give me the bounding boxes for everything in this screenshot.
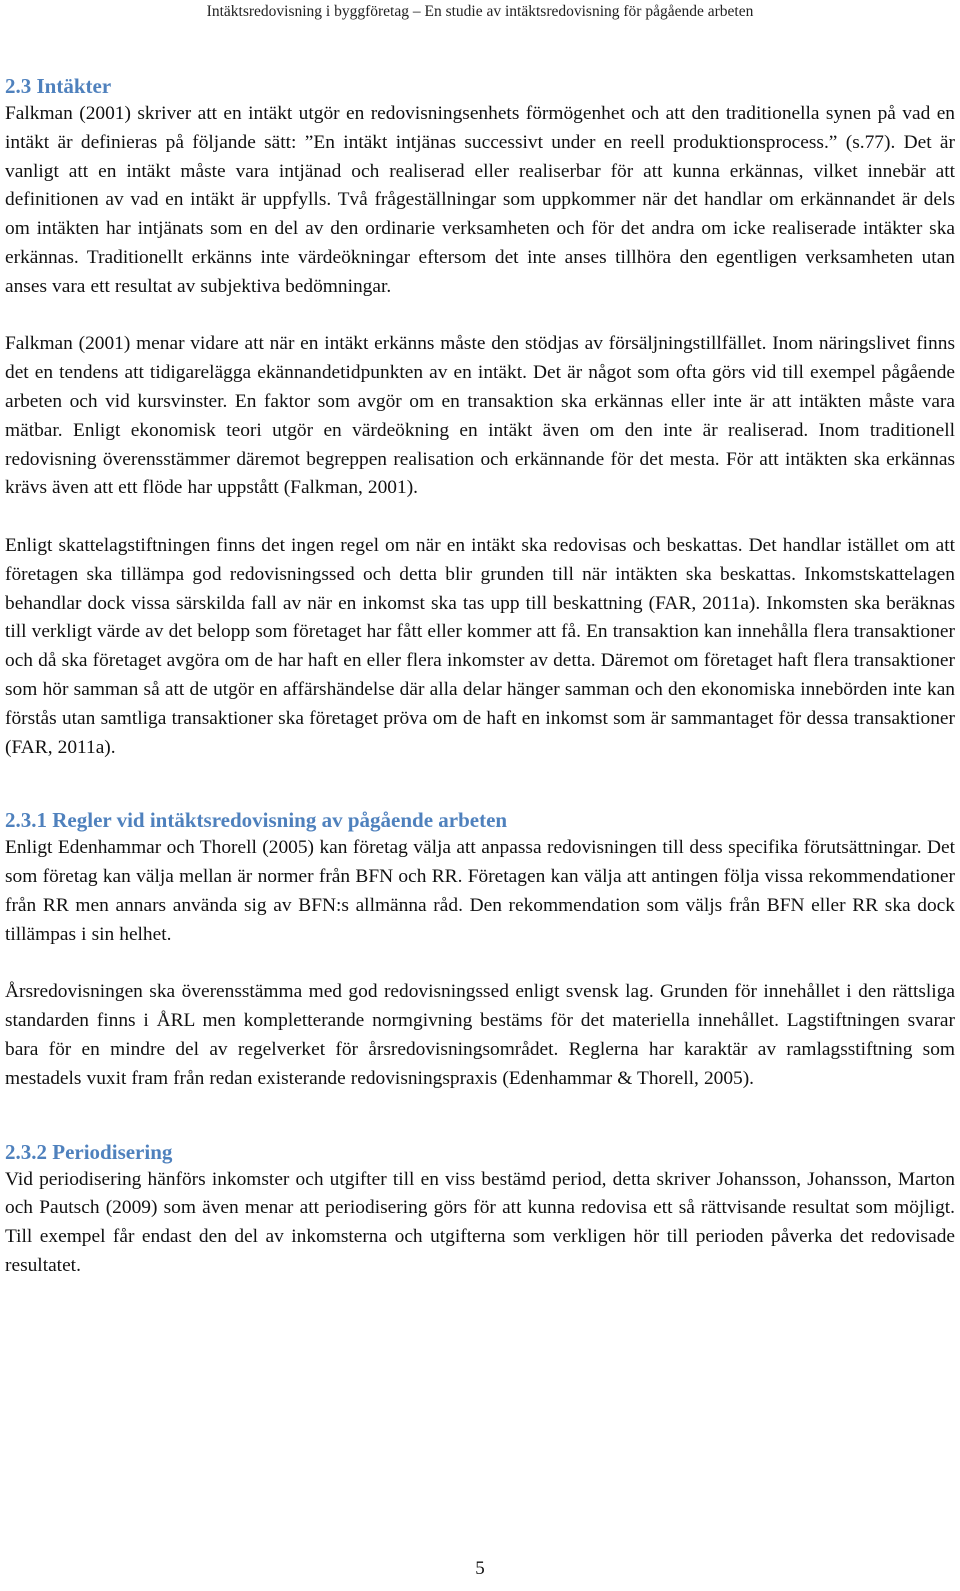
subsection-heading: 2.3.2 Periodisering xyxy=(5,1139,173,1164)
subsection-heading: 2.3.1 Regler vid intäktsredovisning av pågående arbeten xyxy=(5,808,508,833)
running-header: Intäktsredovisning i byggföretag – En studie av intäktsredovisning för pågående arbeten xyxy=(206,3,754,20)
paragraph: Årsredovisningen ska överensstämma med god redovisningssed enligt svensk lag. Grunden för innehållet i den rättsliga standarden finns i ÅRL men kompletterande normgivning bestäms för det materiella innehållet. Lagstiftningen svarar bara för en mindre del av regelverket för årsredovisningsområdet. Reglerna har karaktär av ramlagsstiftning som mestadels vuxit fram från redan existerande redovisningspraxis (Edenhammar & Thorell, 2005). xyxy=(5,981,955,1089)
page-content xyxy=(5,72,955,1281)
paragraph: Enligt skattelagstiftningen finns det ingen regel om när en intäkt ska redovisas och beskattas. Det handlar istället om att företagen ska tillämpa god redovisningssed och detta blir grunden till när intäkten ska beskattas. Inkomstskattelagen behandlar dock vissa särskilda fall av när en inkomst ska tas upp till beskattning (FAR, 2011a). Inkomsten ska beräknas till verkligt värde av det belopp som företaget har fått eller kommer att få. En transaktion kan innehålla flera transaktioner och då ska företaget avgöra om de har haft en eller flera inkomster av detta. Däremot om företaget haft flera transaktioner som hör samman så att de utgör en affärshändelse där alla delar hänger samman och den ekonomiska innebörden inte kan förstås utan samtliga transaktioner ska företaget pröva om de haft en inkomst som är sammantaget för dessa transaktioner (FAR, 2011a). xyxy=(5,534,955,758)
paragraph: Falkman (2001) skriver att en intäkt utgör en redovisningsenhets förmögenhet och att den traditionella synen på vad en intäkt är definieras på följande sätt: ”En intäkt intjänas successivt under en reell produktionsprocess.” (s.77). Det är vanligt att en intäkt måste vara intjänad och realiserad eller realiserbar för att kunna erkännas, vilket innebär att definitionen av vad en intäkt är uppfylls. Två frågeställningar som uppkommer när det handlar om erkännandet är dels om intäkten har intjänats som en del av den ordinarie verksamheten och för det andra om icke realiserade intäkter ska erkännas. Traditionellt erkänns inte värdeökningar eftersom det inte anses tillhöra den egentligen verksamheten utan anses vara ett resultat av subjektiva bedömningar. xyxy=(5,103,955,297)
section-heading: 2.3 Intäkter xyxy=(5,74,112,98)
paragraph: Vid periodisering hänförs inkomster och utgifter till en viss bestämd period, detta skriver Johansson, Johansson, Marton och Pautsch (2009) som även menar att periodisering görs för att kunna redovisa ett så rättvisande resultat som möjligt. Till exempel får endast den del av inkomsterna och utgifterna som verkligen hör till perioden påverka det redovisade resultatet. xyxy=(5,1168,955,1276)
paragraph: Falkman (2001) menar vidare att när en intäkt erkänns måste den stödjas av försäljningstillfället. Inom näringslivet finns det en tendens att tidigarelägga ekännandetidpunkten av en intäkt. Det är något som ofta görs vid till exempel pågående arbeten och vid kursvinster. En faktor som avgör om en transaktion ska erkännas eller inte är att intäkten måste vara mätbar. Enligt ekonomisk teori utgör en värdeökning en intäkt även om den inte är realiserad. Inom traditionell redovisning överensstämmer däremot begreppen realisation och erkännande för det mesta. För att intäkten ska erkännas krävs även att ett flöde har uppstått (Falkman, 2001). xyxy=(5,333,955,499)
page-number: 5 xyxy=(475,1558,485,1579)
paragraph: Enligt Edenhammar och Thorell (2005) kan företag välja att anpassa redovisningen till dess specifika förutsättningar. Det som företag kan välja mellan är normer från BFN och RR. Företagen kan välja att antingen följa vissa rekommendationer från RR men annars använda sig av BFN:s allmänna råd. Den rekommendation som väljs från BFN eller RR ska dock tillämpas i sin helhet. xyxy=(5,837,955,945)
